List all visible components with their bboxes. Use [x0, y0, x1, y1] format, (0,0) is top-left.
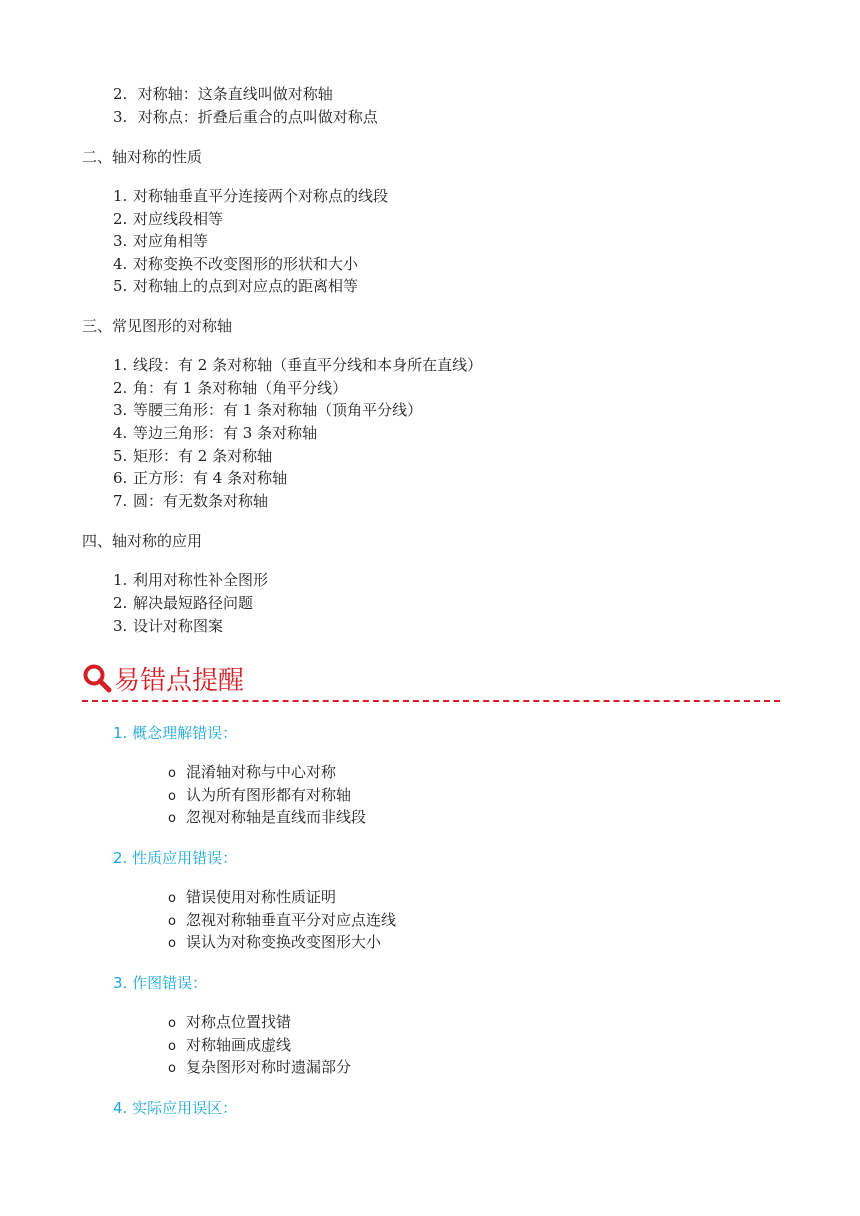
list-item — [113, 106, 378, 128]
list-number: 2. — [113, 594, 128, 612]
mistake-group-label: 1. 概念理解错误： — [113, 724, 238, 742]
list-text: 设计对称图案 — [133, 617, 224, 635]
mistake-group-label: 3. 作图错误： — [113, 974, 208, 992]
list-item — [113, 422, 317, 444]
list-number: 2. — [113, 210, 128, 228]
list-number: 4. — [113, 255, 128, 273]
list-text: 利用对称性补全图形 — [133, 571, 269, 589]
bullet-item — [168, 761, 336, 785]
list-number: 4. — [113, 424, 128, 442]
list-text: 对称点：折叠后重合的点叫做对称点 — [137, 108, 378, 126]
bullet-item — [168, 784, 351, 808]
list-text: 对称轴上的点到对应点的距离相等 — [133, 277, 359, 295]
bullet-text: 对称点位置找错 — [186, 1013, 292, 1031]
bullet-text: 误认为对称变换改变图形大小 — [186, 933, 382, 951]
bullet-text: 混淆轴对称与中心对称 — [186, 763, 337, 781]
dashed-divider — [82, 700, 780, 702]
list-item — [113, 83, 333, 105]
magnifier-icon — [82, 663, 112, 693]
list-text: 对称轴垂直平分连接两个对称点的线段 — [133, 187, 389, 205]
section-heading-common-shapes: 三、常见图形的对称轴 — [82, 317, 233, 335]
list-number: 2. — [113, 85, 128, 103]
list-text: 圆：有无数条对称轴 — [133, 492, 269, 510]
bullet-circle-icon: o — [168, 789, 176, 804]
bullet-circle-icon: o — [168, 1039, 176, 1054]
list-text: 对称变换不改变图形的形状和大小 — [133, 255, 359, 273]
list-item — [113, 275, 358, 297]
list-item — [113, 185, 388, 207]
list-text: 线段：有 2 条对称轴（垂直平分线和本身所在直线） — [133, 356, 483, 374]
bullet-item — [168, 1011, 291, 1035]
bullet-text: 错误使用对称性质证明 — [186, 888, 337, 906]
list-item — [113, 467, 287, 489]
bullet-circle-icon: o — [168, 1016, 176, 1031]
list-number: 5. — [113, 277, 128, 295]
bullet-item — [168, 806, 366, 830]
bullet-item — [168, 886, 336, 910]
list-number: 1. — [113, 571, 128, 589]
bullet-text: 忽视对称轴垂直平分对应点连线 — [186, 911, 397, 929]
list-number: 3. — [113, 108, 128, 126]
list-number: 3. — [113, 232, 128, 250]
bullet-circle-icon: o — [168, 766, 176, 781]
section-heading-properties: 二、轴对称的性质 — [82, 148, 203, 166]
list-item — [113, 490, 268, 512]
list-text: 矩形：有 2 条对称轴 — [133, 447, 273, 465]
list-item — [113, 615, 223, 637]
list-item — [113, 208, 223, 230]
section-heading-applications: 四、轴对称的应用 — [82, 532, 203, 550]
bullet-circle-icon: o — [168, 811, 176, 826]
list-number: 2. — [113, 379, 128, 397]
bullet-circle-icon: o — [168, 914, 176, 929]
list-item — [113, 230, 208, 252]
bullet-item — [168, 1034, 291, 1058]
list-item — [113, 445, 272, 467]
list-text: 解决最短路径问题 — [133, 594, 254, 612]
mistake-group-label: 4. 实际应用误区： — [113, 1099, 238, 1117]
list-text: 等腰三角形：有 1 条对称轴（顶角平分线） — [133, 401, 423, 419]
bullet-text: 复杂图形对称时遗漏部分 — [186, 1058, 352, 1076]
bullet-item — [168, 909, 396, 933]
list-number: 6. — [113, 469, 128, 487]
bullet-text: 认为所有图形都有对称轴 — [186, 786, 352, 804]
bullet-text: 对称轴画成虚线 — [186, 1036, 292, 1054]
section-title-common-mistakes — [82, 660, 244, 696]
list-number: 3. — [113, 617, 128, 635]
list-number: 7. — [113, 492, 128, 510]
list-text: 角：有 1 条对称轴（角平分线） — [133, 379, 348, 397]
list-text: 对应线段相等 — [133, 210, 224, 228]
bullet-circle-icon: o — [168, 936, 176, 951]
list-text: 等边三角形：有 3 条对称轴 — [133, 424, 318, 442]
list-item — [113, 592, 253, 614]
bullet-circle-icon: o — [168, 891, 176, 906]
list-number: 1. — [113, 187, 128, 205]
list-item — [113, 354, 482, 376]
list-text: 对称轴：这条直线叫做对称轴 — [137, 85, 333, 103]
list-item — [113, 253, 358, 275]
list-item — [113, 399, 422, 421]
list-number: 1. — [113, 356, 128, 374]
bullet-item — [168, 1056, 351, 1080]
mistake-group-label: 2. 性质应用错误： — [113, 849, 238, 867]
section-title-text: 易错点提醒 — [114, 665, 245, 696]
list-text: 正方形：有 4 条对称轴 — [133, 469, 288, 487]
bullet-text: 忽视对称轴是直线而非线段 — [186, 808, 367, 826]
list-item — [113, 569, 268, 591]
bullet-item — [168, 931, 381, 955]
bullet-circle-icon: o — [168, 1061, 176, 1076]
list-number: 5. — [113, 447, 128, 465]
list-number: 3. — [113, 401, 128, 419]
list-item — [113, 377, 347, 399]
list-text: 对应角相等 — [133, 232, 209, 250]
